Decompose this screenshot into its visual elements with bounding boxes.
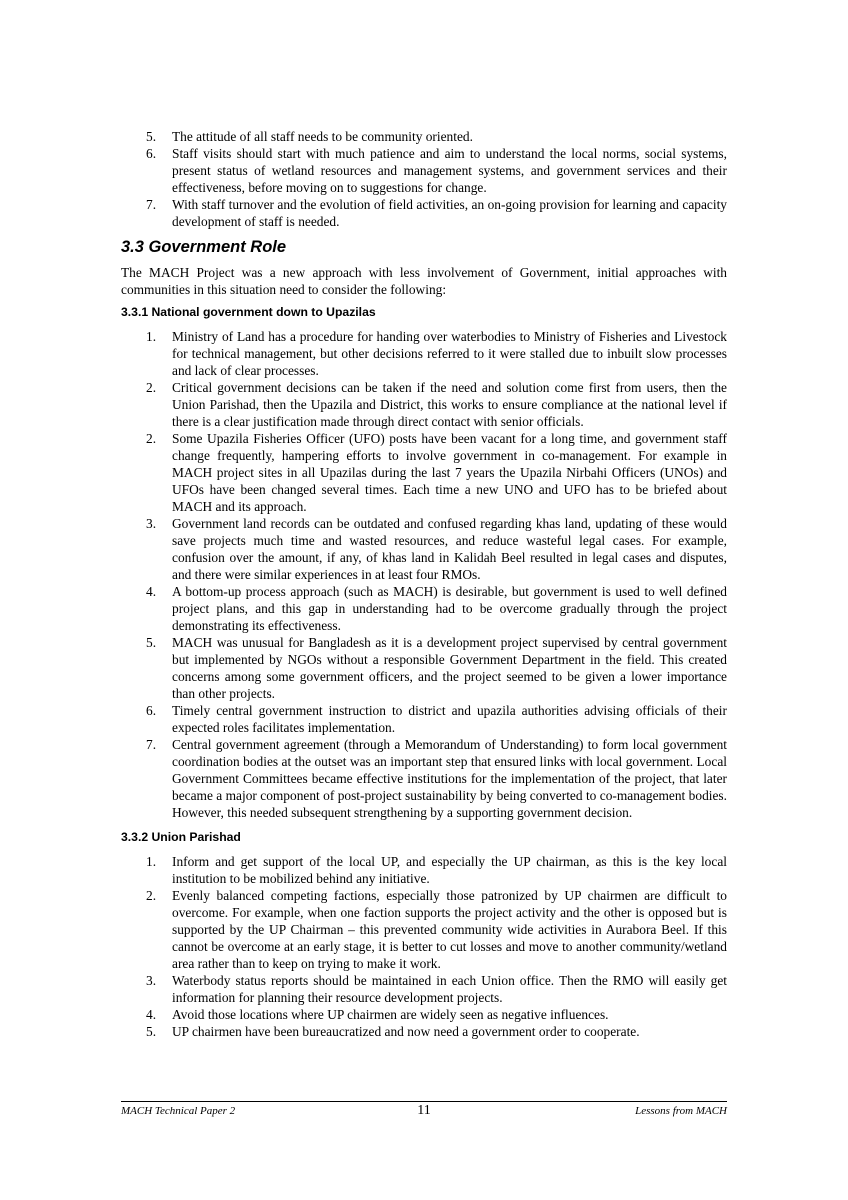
- subsection-heading-national: 3.3.1 National government down to Upazilas: [121, 305, 376, 319]
- list-number: 6.: [146, 703, 157, 718]
- list-text: A bottom-up process approach (such as MACH) is desirable, but government is used to well defined project plans, and this gap in understanding had to be overcome gradually through the project demonstrating its effectiveness.: [172, 584, 727, 633]
- page-number: 11: [417, 1103, 431, 1118]
- page-footer: [121, 1101, 727, 1118]
- list-item: [121, 853, 727, 887]
- subsection-heading-union-parishad: 3.3.2 Union Parishad: [121, 830, 241, 844]
- national-government-list: [121, 328, 727, 821]
- list-item: [121, 1006, 727, 1023]
- list-number: 2.: [146, 888, 157, 903]
- list-text: The attitude of all staff needs to be community oriented.: [172, 129, 473, 144]
- footer-document-title: MACH Technical Paper 2: [121, 1105, 236, 1117]
- intro-list: [121, 128, 727, 230]
- page-body: [121, 128, 727, 1040]
- list-number: 1.: [146, 329, 157, 344]
- list-number: 1.: [146, 854, 157, 869]
- list-text: Central government agreement (through a Memorandum of Understanding) to form local government coordination bodies at the outset was an important step that ensured links with local government. Local Government Committees became effective institutions for the implementation of the project, that later became a major component of post-project sustainability by being converted to co-management bodies. However, this needed subsequent strengthening by a supporting government decision.: [172, 737, 727, 820]
- list-item: [121, 1023, 727, 1040]
- list-text: MACH was unusual for Bangladesh as it is a development project supervised by central government but implemented by NGOs without a responsible Government Department in the field. This created concerns among some government officers, and the project seemed to be given a lower importance than other projects.: [172, 635, 727, 701]
- list-text: Evenly balanced competing factions, especially those patronized by UP chairmen are difficult to overcome. For example, when one faction supports the project activity and the other is opposed but is supported by the UP Chairman – this prevented community wide activities in Aurabora Beel. If this cannot be overcome at an early stage, it is better to cut losses and move to another community/wetland area rather than to keep on trying to make it work.: [172, 888, 727, 971]
- list-text: Some Upazila Fisheries Officer (UFO) posts have been vacant for a long time, and government staff change frequently, hampering efforts to involve government in co-management. For example in MACH project sites in all Upazilas during the last 7 years the Upazila Nirbahi Officers (UNOs) and UFOs have been changed several times. Each time a new UNO and UFO has to be briefed about MACH and its approach.: [172, 431, 727, 514]
- list-text: With staff turnover and the evolution of field activities, an on-going provision for learning and capacity development of staff is needed.: [172, 197, 727, 229]
- list-item: [121, 430, 727, 515]
- list-text: Waterbody status reports should be maintained in each Union office. Then the RMO will easily get information for planning their resource development projects.: [172, 973, 727, 1005]
- list-number: 4.: [146, 1007, 157, 1022]
- list-number: 2.: [146, 380, 157, 395]
- list-text: Staff visits should start with much patience and aim to understand the local norms, social systems, present status of wetland resources and management systems, and government services and their effectiveness, before moving on to suggestions for change.: [172, 146, 727, 195]
- list-item: [121, 702, 727, 736]
- list-number: 3.: [146, 973, 157, 988]
- list-number: 6.: [146, 146, 157, 161]
- list-text: Ministry of Land has a procedure for handing over waterbodies to Ministry of Fisheries and Livestock for technical management, but other decisions referred to it were stalled due to inbuilt slow processes and lack of clear processes.: [172, 329, 727, 378]
- list-text: Timely central government instruction to district and upazila authorities advising officials of their expected roles facilitates implementation.: [172, 703, 727, 735]
- list-item: [121, 972, 727, 1006]
- union-parishad-list: [121, 853, 727, 1040]
- section-intro: The MACH Project was a new approach with less involvement of Government, initial approaches with communities in this situation need to consider the following:: [121, 265, 727, 297]
- list-item: [121, 634, 727, 702]
- list-text: Government land records can be outdated and confused regarding khas land, updating of these would save projects much time and wasted resources, and reduce wasteful legal cases. For example, confusion over the amount, if any, of khas land in Kalidah Beel resulted in legal cases and disputes, and there were similar experiences in at least four RMOs.: [172, 516, 727, 582]
- list-number: 4.: [146, 584, 157, 599]
- list-item: [121, 196, 727, 230]
- list-text: Avoid those locations where UP chairmen are widely seen as negative influences.: [172, 1007, 609, 1022]
- list-number: 5.: [146, 1024, 157, 1039]
- list-text: Inform and get support of the local UP, and especially the UP chairman, as this is the key local institution to be mobilized behind any initiative.: [172, 854, 727, 886]
- list-item: [121, 583, 727, 634]
- list-number: 5.: [146, 635, 157, 650]
- list-number: 3.: [146, 516, 157, 531]
- list-number: 7.: [146, 737, 157, 752]
- list-item: [121, 515, 727, 583]
- list-text: Critical government decisions can be taken if the need and solution come first from users, then the Union Parishad, then the Upazila and District, this works to ensure compliance at the national level if there is a clear justification made through direct contact with senior officials.: [172, 380, 727, 429]
- footer-section-title: Lessons from MACH: [635, 1105, 727, 1117]
- list-number: 5.: [146, 129, 157, 144]
- list-item: [121, 887, 727, 972]
- list-item: [121, 328, 727, 379]
- list-text: UP chairmen have been bureaucratized and now need a government order to cooperate.: [172, 1024, 640, 1039]
- list-item: [121, 736, 727, 821]
- section-heading: 3.3 Government Role: [121, 238, 287, 256]
- list-number: 2.: [146, 431, 157, 446]
- list-item: [121, 128, 727, 145]
- list-item: [121, 145, 727, 196]
- list-item: [121, 379, 727, 430]
- list-number: 7.: [146, 197, 157, 212]
